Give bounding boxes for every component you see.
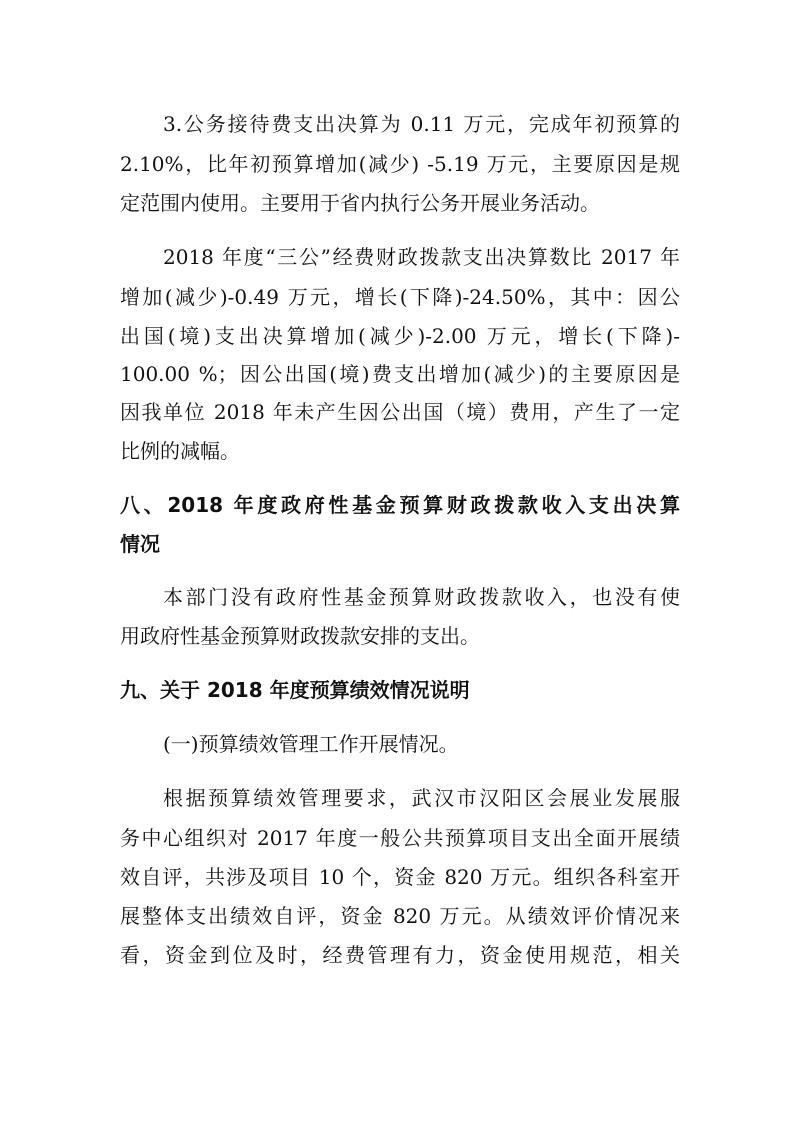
text-line: 比例的减幅。 xyxy=(120,439,240,463)
text-line: 100.00 %；因公出国(境)费支出增加(减少)的主要原因是 xyxy=(120,362,680,386)
text-line: 用政府性基金预算财政拨款安排的支出。 xyxy=(120,624,480,648)
heading-line: 八、2018 年度政府性基金预算财政拨款收入支出决算 xyxy=(120,493,680,517)
text-line: 本部门没有政府性基金预算财政拨款收入，也没有使 xyxy=(163,585,680,609)
text-line: 因我单位 2018 年未产生因公出国（境）费用，产生了一定 xyxy=(120,400,680,424)
text-line: 效自评，共涉及项目 10 个，资金 820 万元。组织各科室开 xyxy=(120,865,680,889)
text-line: 2018 年度“三公”经费财政拨款支出决算数比 2017 年 xyxy=(163,245,680,269)
text-line: 看，资金到位及时，经费管理有力，资金使用规范，相关 xyxy=(120,943,680,967)
text-line: 增加(减少)-0.49 万元，增长(下降)-24.50%，其中：因公 xyxy=(120,285,680,309)
text-line: 根据预算绩效管理要求，武汉市汉阳区会展业发展服 xyxy=(163,786,680,810)
text-line: 3.公务接待费支出决算为 0.11 万元，完成年初预算的 xyxy=(163,112,680,136)
text-line: 定范围内使用。主要用于省内执行公务开展业务活动。 xyxy=(120,191,600,215)
text-line: 展整体支出绩效自评，资金 820 万元。从绩效评价情况来 xyxy=(120,904,680,928)
text-line: 务中心组织对 2017 年度一般公共预算项目支出全面开展绩 xyxy=(120,826,680,850)
text-line: 2.10%，比年初预算增加(减少) -5.19 万元，主要原因是规 xyxy=(120,152,680,176)
heading-line: 情况 xyxy=(120,532,160,556)
text-line: 出国(境)支出决算增加(减少)-2.00 万元，增长(下降)- xyxy=(120,324,680,348)
subheading-performance-management: (一)预算绩效管理工作开展情况。 xyxy=(163,732,459,756)
section-heading-9: 九、关于 2018 年度预算绩效情况说明 xyxy=(120,678,470,702)
